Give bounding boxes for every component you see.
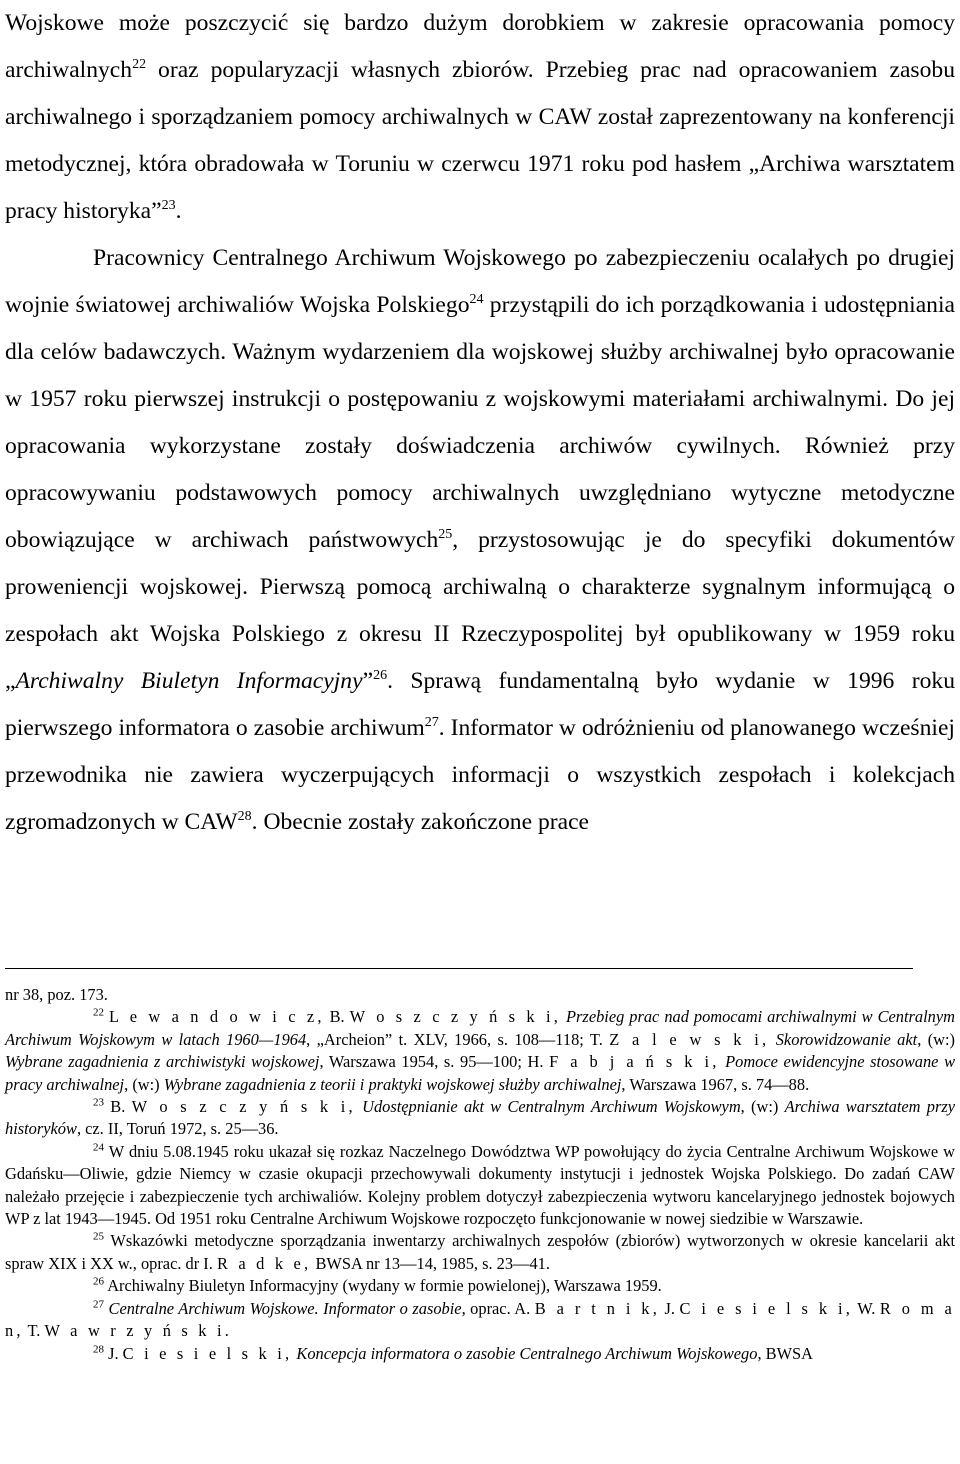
italic-title: Udostępnianie akt w Centralnym Archiwum Wojskowym bbox=[355, 1097, 741, 1117]
footnote-ref-22[interactable]: 22 bbox=[132, 57, 147, 73]
footnote-number: 27 bbox=[93, 1298, 104, 1311]
text-run: , „Archeion” t. XLV, 1966, s. 108—118; T. bbox=[306, 1029, 610, 1049]
italic-title: Archiwa warsztatem przy historyków bbox=[5, 1097, 955, 1139]
footnote-23 bbox=[5, 1096, 955, 1141]
text-run: Wojskowe może poszczycić się bardzo dużym dorobkiem w zakresie opracowania pomocy archiwalnych bbox=[5, 10, 955, 83]
text-run: . bbox=[175, 198, 182, 224]
footnote-28 bbox=[5, 1343, 955, 1365]
text-run: , oprac. A. bbox=[461, 1298, 535, 1318]
footnote-number: 23 bbox=[93, 1096, 104, 1109]
italic-title: Pomoce ewidencyjne stosowane w pracy archiwalnej bbox=[5, 1052, 955, 1094]
text-run: BWSA nr 13—14, 1985, s. 23—41. bbox=[311, 1253, 550, 1273]
text-run: , (w:) bbox=[124, 1074, 164, 1094]
text-run: W. bbox=[853, 1298, 880, 1318]
text-run: . Obecnie zostały zakończone prace bbox=[251, 809, 590, 835]
footnote-ref-26[interactable]: 26 bbox=[373, 668, 388, 684]
italic-title: Skorowidzowanie akt bbox=[769, 1029, 918, 1049]
text-run: , Warszawa 1954, s. 95—100; H. bbox=[319, 1052, 550, 1072]
italic-title: Wybrane zagadnienia z teorii i praktyki wojskowej służby archiwalnej bbox=[163, 1074, 622, 1094]
footnote-ref-24[interactable]: 24 bbox=[469, 292, 484, 308]
text-run: , cz. II, Toruń 1972, s. 25—36. bbox=[76, 1119, 279, 1139]
footnote-number: 25 bbox=[93, 1231, 104, 1243]
text-run: B. bbox=[324, 1007, 350, 1027]
footnote-ref-28[interactable]: 28 bbox=[237, 809, 252, 825]
text-run: T. bbox=[23, 1321, 45, 1341]
footnote-26 bbox=[5, 1275, 955, 1297]
text-run: Wskazówki metodyczne sporządzania inwentarzy archiwalnych zespołów (zbiorów) wytworzonych w okresie kancelarii akt spraw XIX i XX w., oprac. dr I. bbox=[5, 1231, 955, 1273]
author-name: C i e s i e l s k i, bbox=[679, 1298, 854, 1318]
paragraph-1 bbox=[5, 0, 955, 235]
author-name: L e w a n d o w i c z, bbox=[108, 1007, 325, 1027]
italic-title: Archiwalny Biuletyn Informacyjny bbox=[15, 668, 363, 694]
text-run: ” bbox=[362, 668, 374, 694]
footnote-separator bbox=[5, 968, 913, 969]
author-name: W o s z c z y ń s k i, bbox=[349, 1007, 562, 1027]
text-run: , Warszawa 1967, s. 74—88. bbox=[621, 1074, 810, 1094]
author-name: W o s z c z y ń s k i, bbox=[131, 1097, 356, 1117]
text-run: oraz popularyzacji własnych zbiorów. Przebieg prac nad opracowaniem zasobu archiwalnego i sporządzaniem pomocy archiwalnych w CAW został zaprezentowany na konferencji metodycznej, która obradowała w Toruniu w czerwcu 1971 roku pod hasłem „Archiwa warsztatem pracy historyka” bbox=[5, 57, 955, 224]
footnote-24 bbox=[5, 1141, 955, 1231]
author-name: W a w r z y ń s k i. bbox=[44, 1321, 233, 1341]
footnote-ref-25[interactable]: 25 bbox=[438, 527, 453, 543]
text-run: W dniu 5.08.1945 roku ukazał się rozkaz Naczelnego Dowództwa WP powołujący do życia Centralne Archiwum Wojskowe w Gdańsku—Oliwie, gdzie Niemcy w czasie okupacji przechowywali dokumenty instytucji i jednostek Wojska Polskiego. Do zadań CAW należało przejęcie i zabezpieczenie tych archiwaliów. Kolejny problem dotyczył zabezpieczenia wytworu kancelaryjnego jednostek bojowych WP z lat 1943—1945. Od 1951 roku Centralne Archiwum Wojskowe rozpoczęto funkcjonowanie w nowej siedzibie w Warszawie. bbox=[5, 1141, 955, 1229]
author-name: R a d k e, bbox=[216, 1253, 312, 1273]
author-name: Z a l e w s k i, bbox=[609, 1029, 770, 1049]
footnote-continuation: nr 38, poz. 173. bbox=[5, 985, 108, 1004]
document-page bbox=[5, 0, 955, 846]
text-run: J. bbox=[104, 1343, 123, 1363]
text-run: Pracownicy Centralnego Archiwum Wojskowego po zabezpieczeniu ocalałych po drugiej wojnie światowej archiwaliów Wojska Polskiego bbox=[5, 245, 955, 318]
text-run: , (w:) bbox=[740, 1097, 785, 1117]
text-run: , (w:) bbox=[917, 1029, 955, 1049]
text-run: , BWSA bbox=[757, 1343, 814, 1363]
footnote-number: 24 bbox=[93, 1141, 104, 1154]
author-name: C i e s i e l s k i, bbox=[122, 1343, 293, 1363]
footnote-ref-27[interactable]: 27 bbox=[424, 715, 439, 731]
author-name: B a r t n i k, bbox=[534, 1298, 661, 1318]
paragraph-2 bbox=[5, 235, 955, 846]
main-text bbox=[5, 0, 955, 846]
italic-title: Przebieg prac nad pomocami archiwalnymi w Centralnym Archiwum Wojskowym w latach 1960—1964 bbox=[5, 1007, 955, 1049]
text-run: przystąpili do ich porządkowania i udostępniania dla celów badawczych. Ważnym wydarzeniem dla wojskowej służby archiwalnej było opracowanie w 1957 roku pierwszej instrukcji o postępowaniu z wojskowymi materiałami archiwalnymi. Do jej opracowania wykorzystane zostały doświadczenia archiwów cywilnych. Również przy opracowywaniu podstawowych pomocy archiwalnych uwzględniano wytyczne metodyczne obowiązujące w archiwach państwowych bbox=[5, 292, 955, 553]
text-run: . Sprawą fundamentalną było wydanie w 1996 roku pierwszego informatora o zasobie archiwum bbox=[5, 668, 955, 741]
footnotes bbox=[5, 984, 955, 1365]
text-run: J. bbox=[660, 1298, 680, 1318]
footnote-number: 22 bbox=[93, 1006, 104, 1019]
author-name: F a b j a ń s k i, bbox=[549, 1052, 720, 1072]
footnote-number: 28 bbox=[93, 1343, 104, 1356]
footnote-25 bbox=[5, 1230, 955, 1275]
text-run: . Informator w odróżnieniu od planowanego wcześniej przewodnika nie zawiera wyczerpujących informacji o wszystkich zespołach i kolekcjach zgromadzonych w CAW bbox=[5, 715, 955, 835]
footnote-27 bbox=[5, 1298, 955, 1343]
text-run: , przystosowując je do specyfiki dokumentów proweniencji wojskowej. Pierwszą pomocą archiwalną o charakterze sygnalnym informującą o zespołach akt Wojska Polskiego z okresu II Rzeczypospolitej był opublikowany w 1959 roku „ bbox=[5, 527, 955, 694]
text-run: Archiwalny Biuletyn Informacyjny (wydany w formie powielonej), Warszawa 1959. bbox=[104, 1276, 662, 1296]
italic-title: Centralne Archiwum Wojskowe. Informator o zasobie bbox=[104, 1298, 462, 1318]
italic-title: Koncepcja informatora o zasobie Centralnego Archiwum Wojskowego bbox=[292, 1343, 758, 1363]
footnote-ref-23[interactable]: 23 bbox=[161, 198, 176, 214]
footnote-22 bbox=[5, 1006, 955, 1096]
author-name: R o m a n, bbox=[5, 1298, 956, 1341]
text-run: B. bbox=[104, 1097, 132, 1117]
footnote-number: 26 bbox=[93, 1275, 104, 1288]
italic-title: Wybrane zagadnienia z archiwistyki wojskowej bbox=[5, 1052, 320, 1072]
